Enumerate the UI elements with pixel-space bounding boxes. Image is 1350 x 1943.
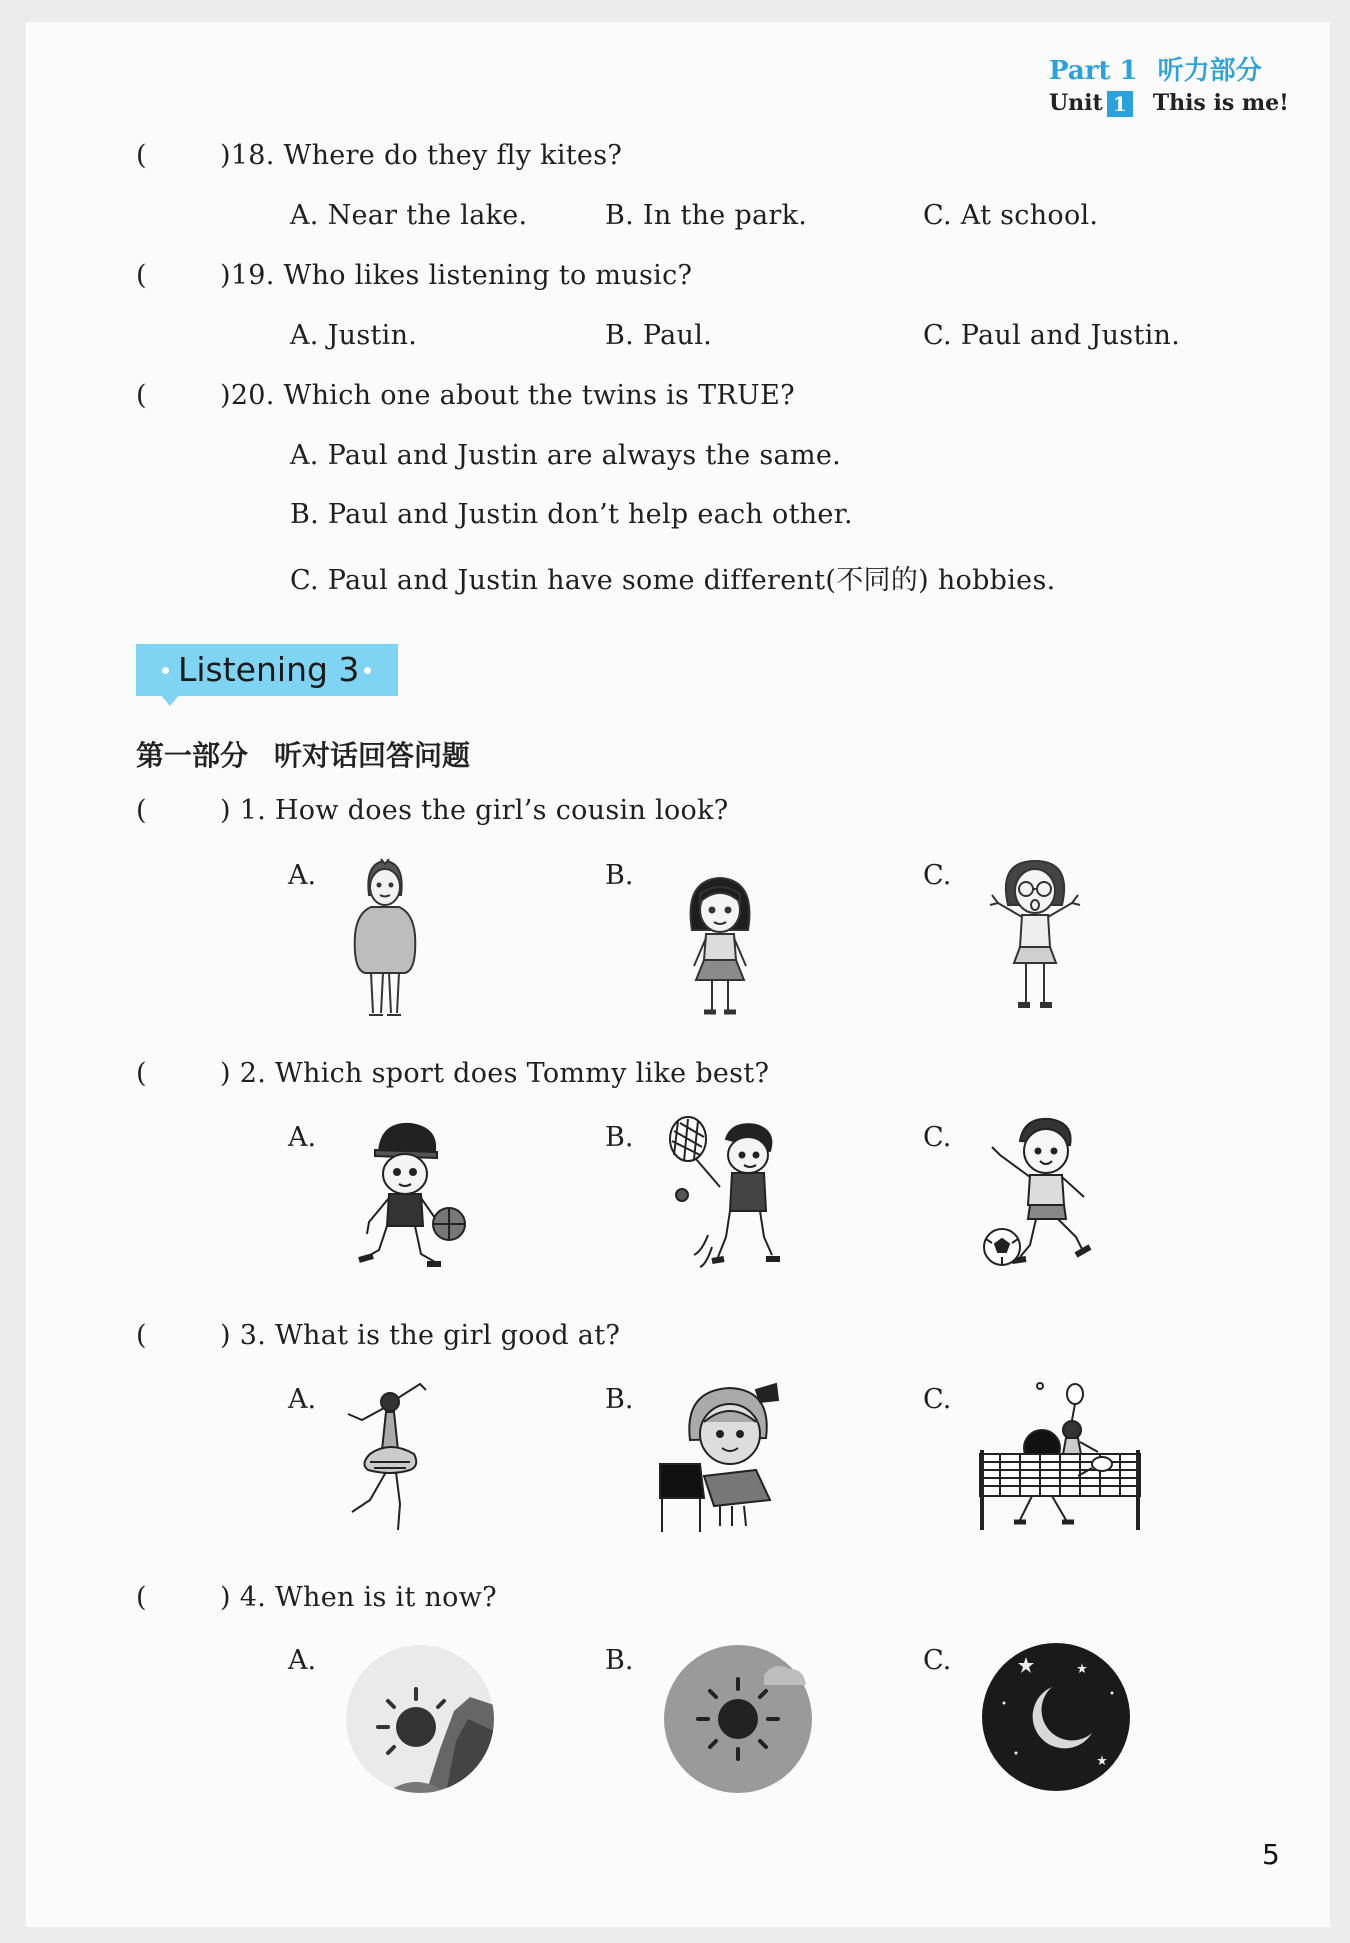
option-a-label[interactable]: A. <box>288 1122 317 1153</box>
option-b[interactable]: B. Paul. <box>605 320 713 351</box>
question-20: )20. Which one about the twins is TRUE? <box>220 380 795 411</box>
question-19: )19. Who likes listening to music? <box>220 260 693 291</box>
tennis-boy-icon[interactable] <box>660 1115 795 1275</box>
answer-paren[interactable]: ( <box>136 260 147 291</box>
question-3: ) 3. What is the girl good at? <box>220 1320 621 1351</box>
answer-paren[interactable]: ( <box>136 1058 147 1089</box>
sunrise-icon[interactable] <box>346 1645 494 1793</box>
banner-title: Listening 3 <box>178 650 360 689</box>
option-b[interactable]: B. In the park. <box>605 200 808 231</box>
header-unit <box>1049 90 1289 117</box>
unit-title: This is me! <box>1152 90 1289 116</box>
section-instruction: 听对话回答问题 <box>274 739 471 772</box>
answer-paren[interactable]: ( <box>136 1582 147 1613</box>
option-c[interactable]: C. Paul and Justin have some different(不同的) hobbies. <box>290 565 1056 596</box>
moon-night-icon[interactable] <box>982 1643 1130 1791</box>
ballet-dancer-icon[interactable] <box>340 1380 450 1535</box>
badminton-girls-icon[interactable] <box>980 1380 1140 1535</box>
piano-girl-icon[interactable] <box>660 1380 795 1535</box>
girl-long-hair-icon[interactable] <box>670 870 770 1020</box>
option-a[interactable]: A. Justin. <box>290 320 418 351</box>
option-a-label[interactable]: A. <box>288 1384 317 1415</box>
option-a[interactable]: A. Near the lake. <box>290 200 528 231</box>
option-c[interactable]: C. At school. <box>923 200 1099 231</box>
girl-glasses-icon[interactable] <box>980 855 1090 1020</box>
question-18: )18. Where do they fly kites? <box>220 140 623 171</box>
option-b-label[interactable]: B. <box>605 860 634 891</box>
question-2: ) 2. Which sport does Tommy like best? <box>220 1058 770 1089</box>
option-c-label[interactable]: C. <box>923 860 952 891</box>
basketball-boy-icon[interactable] <box>345 1118 475 1273</box>
option-c-label[interactable]: C. <box>923 1122 952 1153</box>
question-4: ) 4. When is it now? <box>220 1582 497 1613</box>
answer-paren[interactable]: ( <box>136 795 147 826</box>
section-part: 第一部分 <box>136 739 249 772</box>
answer-paren[interactable]: ( <box>136 1320 147 1351</box>
header-part <box>1049 50 1262 87</box>
unit-number-badge: 1 <box>1107 91 1133 117</box>
option-b-label[interactable]: B. <box>605 1122 634 1153</box>
option-a-label[interactable]: A. <box>288 1645 317 1676</box>
question-1: ) 1. How does the girl’s cousin look? <box>220 795 729 826</box>
option-a[interactable]: A. Paul and Justin are always the same. <box>290 440 842 471</box>
page-number: 5 <box>1262 1838 1280 1871</box>
part-label: Part 1 <box>1049 56 1138 86</box>
banner-dot-right <box>364 667 371 674</box>
answer-paren[interactable]: ( <box>136 140 147 171</box>
option-c-label[interactable]: C. <box>923 1384 952 1415</box>
banner-dot-left <box>162 667 169 674</box>
option-b-label[interactable]: B. <box>605 1645 634 1676</box>
football-boy-icon[interactable] <box>980 1115 1100 1275</box>
section-title <box>136 734 470 774</box>
answer-paren[interactable]: ( <box>136 380 147 411</box>
banner-tail <box>160 694 180 706</box>
option-b-label[interactable]: B. <box>605 1384 634 1415</box>
unit-label: Unit <box>1049 90 1103 116</box>
sun-icon[interactable] <box>664 1645 812 1793</box>
option-a-label[interactable]: A. <box>288 860 317 891</box>
option-b[interactable]: B. Paul and Justin don’t help each other. <box>290 499 853 530</box>
option-c-label[interactable]: C. <box>923 1645 952 1676</box>
part-cn-label: 听力部分 <box>1157 56 1262 86</box>
option-c[interactable]: C. Paul and Justin. <box>923 320 1181 351</box>
chubby-girl-icon[interactable] <box>335 855 435 1020</box>
